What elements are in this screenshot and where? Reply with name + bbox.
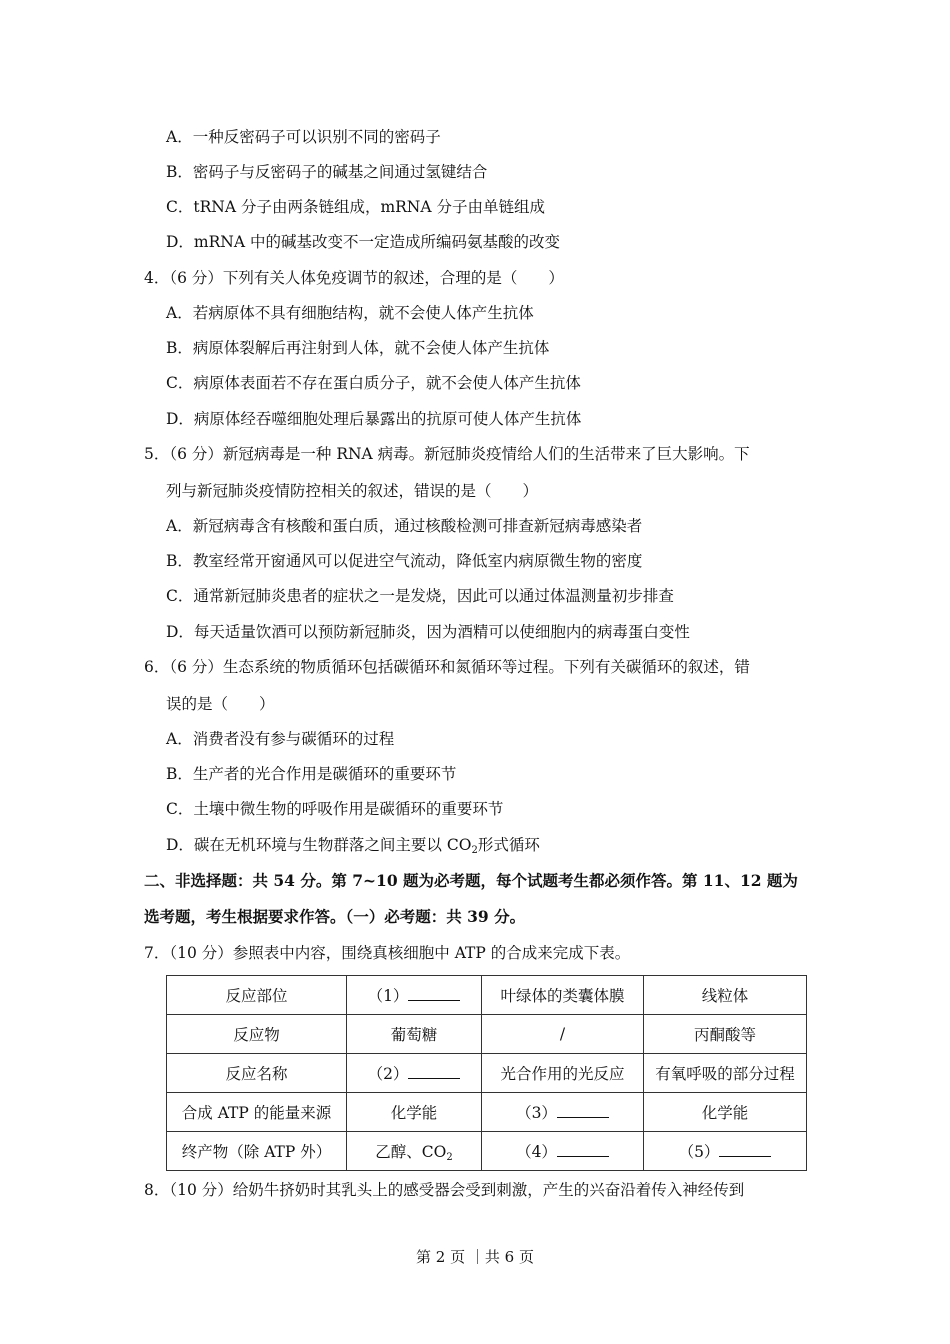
table-cell: 反应物 <box>167 1015 347 1054</box>
q3-option-a: A．一种反密码子可以识别不同的密码子 <box>166 128 441 146</box>
q4-option-d: D．病原体经吞噬细胞处理后暴露出的抗原可使人体产生抗体 <box>166 410 582 428</box>
q5-stem-line2: 列与新冠肺炎疫情防控相关的叙述，错误的是（ ） <box>166 482 539 500</box>
table-cell-blank-2 <box>347 1054 482 1093</box>
q5-option-c: C．通常新冠肺炎患者的症状之一是发烧，因此可以通过体温测量初步排查 <box>166 587 674 605</box>
q6-option-d-text: D．碳在无机环境与生物群落之间主要以 CO <box>166 836 472 854</box>
table-cell: 叶绿体的类囊体膜 <box>482 976 644 1015</box>
q6-stem-line2: 误的是（ ） <box>166 695 275 713</box>
blank-label: （2） <box>367 1065 409 1083</box>
answer-blank <box>408 986 460 1001</box>
table-cell: / <box>482 1015 644 1054</box>
q5-option-a: A．新冠病毒含有核酸和蛋白质，通过核酸检测可排查新冠病毒感染者 <box>166 517 643 535</box>
section2-heading-line1: 二、非选择题：共 54 分。第 7~10 题为必考题，每个试题考生都必须作答。第 11、12 题为 <box>144 871 798 890</box>
table-cell: 反应名称 <box>167 1054 347 1093</box>
answer-blank <box>719 1142 771 1157</box>
blank-label: （4） <box>516 1143 557 1161</box>
q8-stem: 8．（10 分）给奶牛挤奶时其乳头上的感受器会受到刺激，产生的兴奋沿着传入神经传到 <box>144 1181 745 1199</box>
answer-blank <box>557 1142 609 1157</box>
table-cell-blank-1 <box>347 976 482 1015</box>
table-row <box>167 1093 807 1132</box>
blank-label: （3） <box>516 1104 557 1122</box>
q5-option-b: B．教室经常开窗通风可以促进空气流动，降低室内病原微生物的密度 <box>166 552 643 570</box>
q7-table <box>166 975 807 1171</box>
table-row <box>167 1132 807 1171</box>
subscript: 2 <box>446 1152 453 1163</box>
table-cell: 合成 ATP 的能量来源 <box>167 1093 347 1132</box>
q6-option-d-tail: 形式循环 <box>477 836 540 854</box>
blank-label: （1） <box>367 987 409 1005</box>
q5-option-d: D．每天适量饮酒可以预防新冠肺炎，因为酒精可以使细胞内的病毒蛋白变性 <box>166 623 690 641</box>
answer-blank <box>557 1103 609 1118</box>
table-cell: 线粒体 <box>644 976 807 1015</box>
q3-option-c: C．tRNA 分子由两条链组成，mRNA 分子由单链组成 <box>166 198 545 216</box>
q3-option-b: B．密码子与反密码子的碱基之间通过氢键结合 <box>166 163 488 181</box>
section2-heading-line2: 选考题，考生根据要求作答。（一）必考题：共 39 分。 <box>144 907 526 926</box>
q4-option-a: A．若病原体不具有细胞结构，就不会使人体产生抗体 <box>166 304 534 322</box>
table-cell: 光合作用的光反应 <box>482 1054 644 1093</box>
table-row <box>167 1015 807 1054</box>
table-cell-products <box>347 1132 482 1171</box>
table-cell: 化学能 <box>644 1093 807 1132</box>
q6-option-d <box>166 835 540 855</box>
table-cell: 反应部位 <box>167 976 347 1015</box>
table-cell-blank-5 <box>644 1132 807 1171</box>
blank-label: （5） <box>678 1143 720 1161</box>
q4-stem: 4．（6 分）下列有关人体免疫调节的叙述，合理的是（ ） <box>144 269 564 287</box>
q4-option-b: B．病原体裂解后再注射到人体，就不会使人体产生抗体 <box>166 339 550 357</box>
table-cell: 终产物（除 ATP 外） <box>167 1132 347 1171</box>
page-footer: 第 2 页 ｜共 6 页 <box>416 1248 534 1266</box>
q6-option-d-subscript: 2 <box>471 845 478 856</box>
q7-stem: 7．（10 分）参照表中内容，围绕真核细胞中 ATP 的合成来完成下表。 <box>144 944 631 962</box>
q5-stem-line1: 5．（6 分）新冠病毒是一种 RNA 病毒。新冠肺炎疫情给人们的生活带来了巨大影响。下 <box>144 445 750 463</box>
table-row <box>167 1054 807 1093</box>
table-cell: 葡萄糖 <box>347 1015 482 1054</box>
q3-option-d: D．mRNA 中的碱基改变不一定造成所编码氨基酸的改变 <box>166 233 560 251</box>
cell-text: 乙醇、CO <box>375 1143 447 1161</box>
table-cell: 有氧呼吸的部分过程 <box>644 1054 807 1093</box>
q4-option-c: C．病原体表面若不存在蛋白质分子，就不会使人体产生抗体 <box>166 374 581 392</box>
table-cell: 化学能 <box>347 1093 482 1132</box>
q6-option-a: A．消费者没有参与碳循环的过程 <box>166 730 395 748</box>
q6-option-b: B．生产者的光合作用是碳循环的重要环节 <box>166 765 457 783</box>
q6-option-c: C．土壤中微生物的呼吸作用是碳循环的重要环节 <box>166 800 504 818</box>
table-cell-blank-4 <box>482 1132 644 1171</box>
q6-stem-line1: 6．（6 分）生态系统的物质循环包括碳循环和氮循环等过程。下列有关碳循环的叙述，错 <box>144 658 750 676</box>
table-row <box>167 976 807 1015</box>
answer-blank <box>408 1064 460 1079</box>
table-cell-blank-3 <box>482 1093 644 1132</box>
table-cell: 丙酮酸等 <box>644 1015 807 1054</box>
